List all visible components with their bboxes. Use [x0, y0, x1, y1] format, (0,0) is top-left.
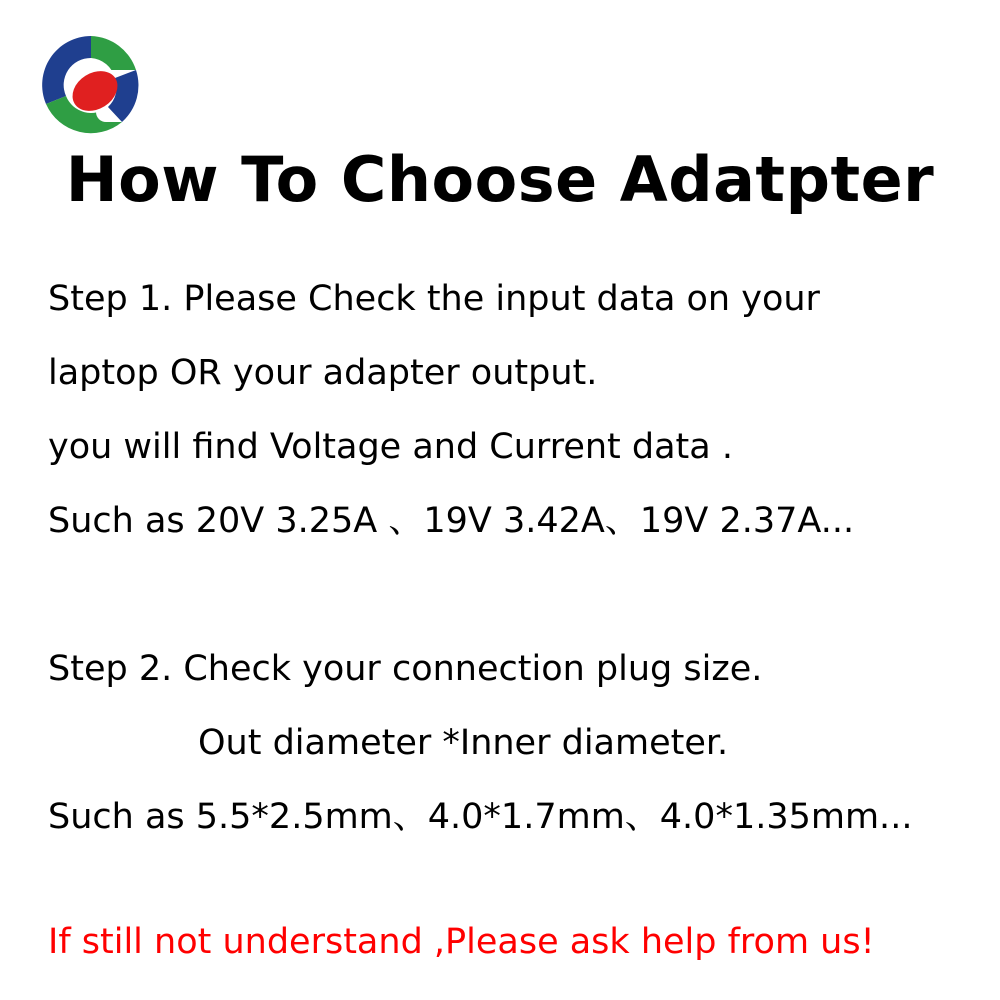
step1-line-4: Such as 20V 3.25A 、19V 3.42A、19V 2.37A...: [48, 501, 855, 541]
page-title: How To Choose Adatpter: [65, 143, 935, 216]
step2-line-1: Step 2. Check your connection plug size.: [48, 649, 763, 689]
step2-line-3: Such as 5.5*2.5mm、4.0*1.7mm、4.0*1.35mm...: [48, 797, 913, 837]
step1-line-2: laptop OR your adapter output.: [48, 353, 598, 393]
step1-line-1: Step 1. Please Check the input data on your: [48, 279, 820, 319]
section-spacer: [48, 558, 988, 632]
step2-line-2: Out diameter *Inner diameter.: [198, 723, 729, 763]
help-note: If still not understand ,Please ask help from us!: [48, 922, 875, 962]
company-logo-icon: [36, 30, 146, 142]
step1-line-3: you will find Voltage and Current data .: [48, 427, 733, 467]
instructions-body: [48, 262, 988, 854]
